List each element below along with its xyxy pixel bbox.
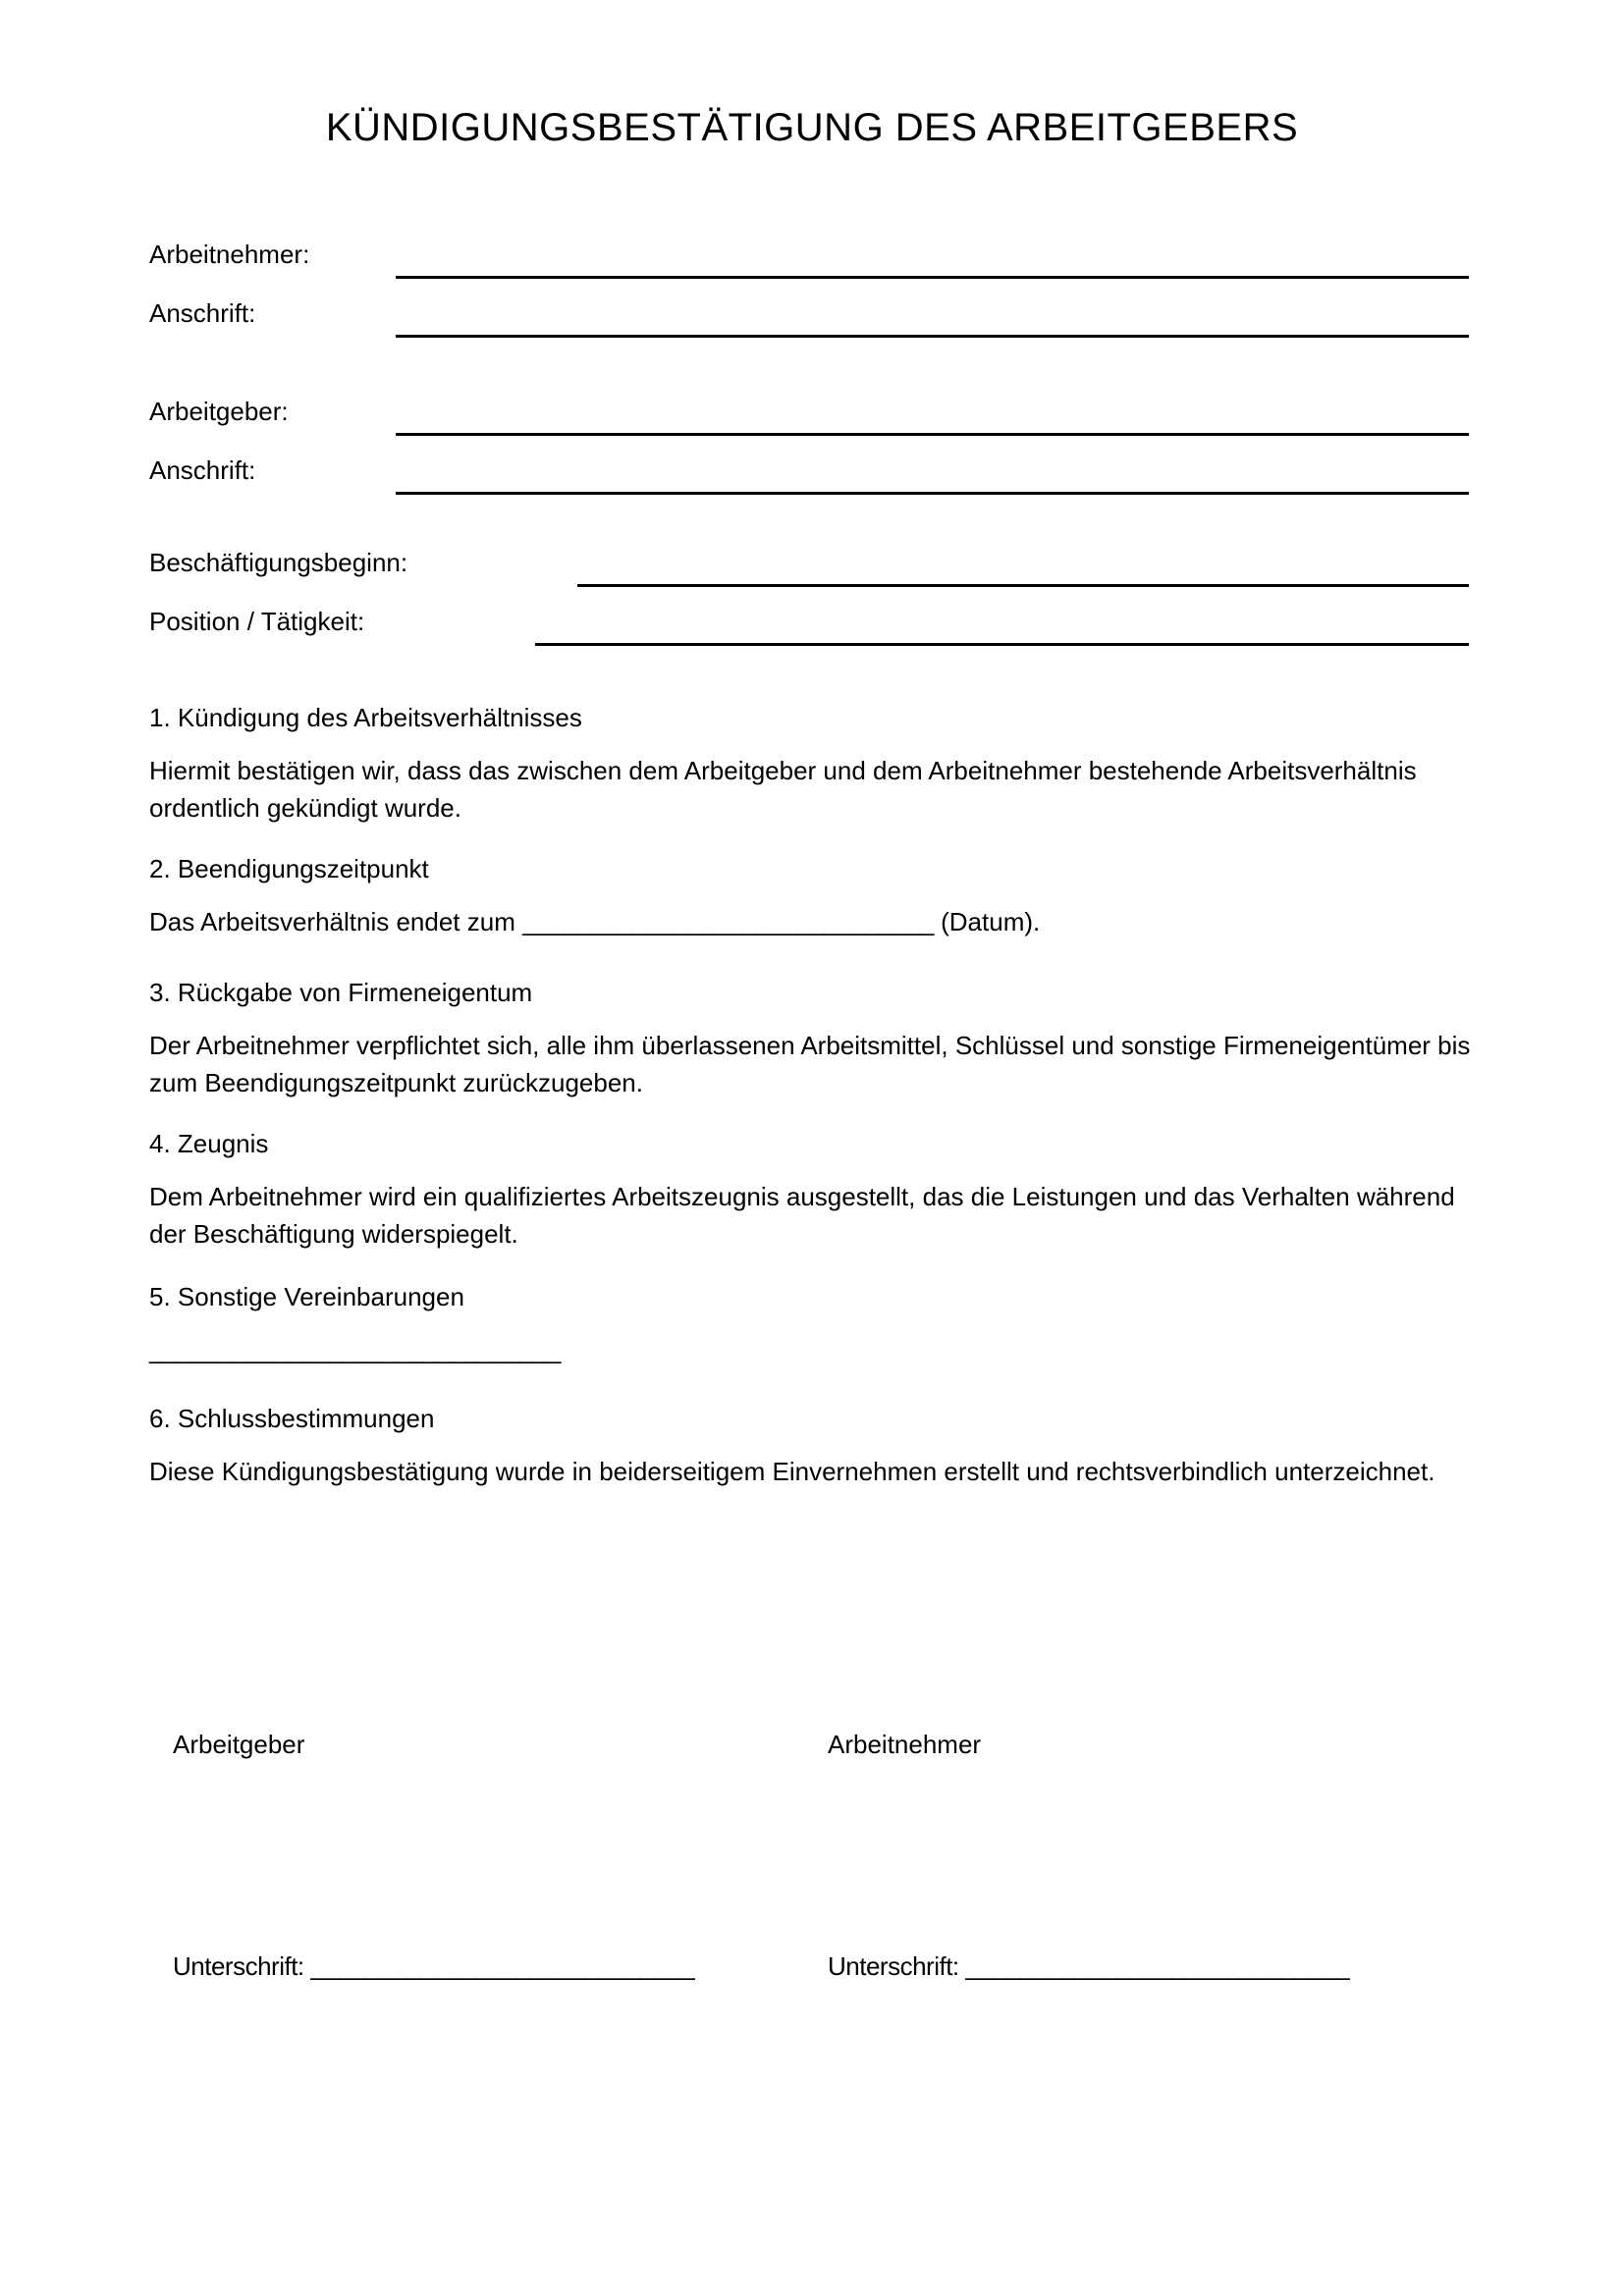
- employee-name-input-rule[interactable]: [396, 276, 1469, 279]
- section-6-heading: 6. Schlussbestimmungen: [149, 1404, 435, 1433]
- section-3-heading: 3. Rückgabe von Firmeneigentum: [149, 978, 533, 1007]
- section-2-body-before: Das Arbeitsverhältnis endet zum: [149, 907, 523, 936]
- signature-role-employer: Arbeitgeber: [173, 1730, 305, 1759]
- employer-name-input-rule[interactable]: [396, 433, 1469, 436]
- section-2-beendigungszeitpunkt: [149, 856, 1485, 940]
- section-3-rueckgabe: [149, 980, 1485, 1101]
- signature-label-employer: Unterschrift:: [173, 1951, 311, 1981]
- termination-date-blank[interactable]: ______________________________: [522, 907, 934, 936]
- position-input-rule[interactable]: [535, 643, 1469, 646]
- employee-address-label: Anschrift:: [149, 298, 256, 328]
- employer-details-block: [149, 391, 1475, 508]
- section-4-heading: 4. Zeugnis: [149, 1129, 269, 1158]
- section-4-body: Dem Arbeitnehmer wird ein qualifiziertes Arbeitszeugnis ausgestellt, das die Leistungen und das Verhalten während der Beschäftigung widerspiegelt.: [149, 1182, 1455, 1249]
- section-1-body: Hiermit bestätigen wir, dass das zwischen dem Arbeitgeber und dem Arbeitnehmer bestehende Arbeitsverhältnis ordentlich gekündigt wurde.: [149, 756, 1417, 823]
- section-1-heading: 1. Kündigung des Arbeitsverhältnisses: [149, 703, 582, 732]
- employer-name-label: Arbeitgeber:: [149, 397, 289, 426]
- form-row-employee-address: [149, 293, 1475, 351]
- section-2-body: [149, 903, 1485, 940]
- employee-name-label: Arbeitnehmer:: [149, 240, 310, 269]
- signature-blank-employer[interactable]: ____________________________: [310, 1951, 695, 1981]
- section-5-sonstige-vereinbarungen: [149, 1284, 1485, 1368]
- employer-address-input-rule[interactable]: [396, 492, 1469, 495]
- form-row-employee-name: [149, 234, 1475, 293]
- signature-field-employer[interactable]: [173, 1951, 694, 1982]
- section-4-zeugnis: [149, 1131, 1485, 1253]
- section-6-schlussbestimmungen: [149, 1406, 1485, 1490]
- form-row-employer-name: [149, 391, 1475, 450]
- signature-field-employee[interactable]: [828, 1951, 1349, 1982]
- form-row-position: [149, 601, 1475, 660]
- section-2-body-after: (Datum).: [933, 907, 1041, 936]
- section-1-kuendigung: [149, 705, 1485, 827]
- employee-details-block: [149, 234, 1475, 351]
- employment-details-block: [149, 542, 1475, 660]
- form-row-employer-address: [149, 450, 1475, 508]
- form-row-employment-start: [149, 542, 1475, 601]
- employer-address-label: Anschrift:: [149, 455, 256, 485]
- signature-blank-employee[interactable]: ____________________________: [965, 1951, 1350, 1981]
- section-2-heading: 2. Beendigungszeitpunkt: [149, 854, 429, 883]
- page-title: KÜNDIGUNGSBESTÄTIGUNG DES ARBEITGEBERS: [325, 106, 1299, 149]
- signature-role-employee: Arbeitnehmer: [828, 1730, 982, 1759]
- section-3-body: Der Arbeitnehmer verpflichtet sich, alle ihm überlassenen Arbeitsmittel, Schlüssel und sonstige Firmeneigentümer bis zum Beendigungszeitpunkt zurückzugeben.: [149, 1031, 1471, 1097]
- signature-label-employee: Unterschrift:: [828, 1951, 966, 1981]
- employment-start-label: Beschäftigungsbeginn:: [149, 548, 408, 577]
- other-agreements-blank[interactable]: ______________________________: [149, 1335, 561, 1364]
- employee-address-input-rule[interactable]: [396, 335, 1469, 338]
- section-5-heading: 5. Sonstige Vereinbarungen: [149, 1282, 464, 1311]
- employment-start-input-rule[interactable]: [577, 584, 1469, 587]
- position-label: Position / Tätigkeit:: [149, 607, 365, 636]
- section-6-body: Diese Kündigungsbestätigung wurde in beiderseitigem Einvernehmen erstellt und rechtsverbindlich unterzeichnet.: [149, 1457, 1435, 1486]
